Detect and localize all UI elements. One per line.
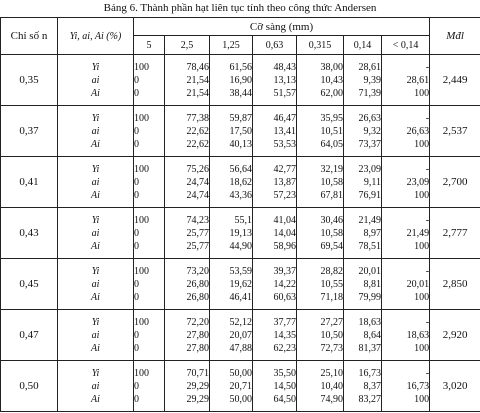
cell-value: 57,23: [273, 189, 296, 201]
cell-value: 0: [134, 278, 139, 290]
sieve-2-5-cell: [165, 208, 210, 259]
cell-value: 40,13: [229, 138, 252, 150]
row-label: ai: [91, 278, 100, 290]
sieve-0-315-cell: [297, 208, 344, 259]
sieve-1-25-cell: [210, 361, 253, 412]
cell-value: 38,44: [229, 87, 252, 99]
cell-value: 14,35: [273, 329, 296, 341]
cell-value: 53,59: [229, 265, 252, 277]
cell-value: 0: [134, 240, 139, 252]
row-label: Ai: [91, 342, 100, 354]
sieve-0-63-cell: [253, 106, 297, 157]
cell-value: 28,61: [358, 61, 381, 73]
cell-value: 10,50: [320, 329, 343, 341]
sieve-5-cell: [134, 55, 165, 106]
n-value: 0,43: [1, 208, 58, 259]
cell-value: 18,62: [229, 176, 252, 188]
cell-value: 21,49: [358, 214, 381, 226]
cell-value: 75,26: [186, 163, 209, 175]
sieve-0-14-header: 0,14: [344, 36, 382, 55]
cell-value: 23,09: [406, 176, 430, 188]
cell-value: 8,37: [363, 380, 381, 392]
row-label: Ai: [91, 189, 100, 201]
cell-value: 0: [134, 176, 139, 188]
cell-value: 77,38: [186, 112, 209, 124]
cell-value: 83,27: [358, 393, 381, 405]
cell-value: 44,90: [229, 240, 252, 252]
sieve-0-315-cell: [297, 259, 344, 310]
cell-value: 52,12: [229, 316, 252, 328]
row-labels: [58, 361, 134, 412]
row-label: Yi: [91, 265, 100, 277]
sieve-0-63-cell: [253, 208, 297, 259]
cell-value: 9,32: [363, 125, 381, 137]
sieve-5-cell: [134, 106, 165, 157]
cell-value: 13,87: [273, 176, 296, 188]
cell-value: 59,87: [229, 112, 252, 124]
cell-value: 25,10: [320, 367, 343, 379]
cell-value: 100: [414, 189, 430, 201]
cell-value: -: [425, 316, 430, 328]
cell-value: 42,77: [273, 163, 296, 175]
cell-value: 22,62: [186, 138, 209, 150]
cell-value: 64,50: [273, 393, 296, 405]
cell-value: 10,43: [320, 74, 343, 86]
cell-value: 0: [134, 329, 139, 341]
cell-value: 41,04: [273, 214, 296, 226]
row-labels: [58, 259, 134, 310]
cell-value: 10,58: [320, 176, 343, 188]
sieve-1-25-cell: [210, 157, 253, 208]
cell-value: 21,54: [186, 87, 209, 99]
cell-value: 72,20: [186, 316, 209, 328]
sieve-2-5-cell: [165, 259, 210, 310]
cell-value: 19,62: [229, 278, 252, 290]
cell-value: 100: [134, 316, 149, 328]
sieve-0-63-cell: [253, 157, 297, 208]
cell-value: 28,61: [406, 74, 430, 86]
cell-value: 28,82: [320, 265, 343, 277]
fineness-modulus-value: 2,537: [430, 106, 480, 157]
row-label: ai: [91, 227, 100, 239]
cell-value: 100: [134, 367, 149, 379]
cell-value: 29,29: [186, 380, 209, 392]
fineness-modulus-header: Mđl: [430, 18, 480, 55]
row-label: Ai: [91, 291, 100, 303]
fineness-modulus-value: 3,020: [430, 361, 480, 412]
row-labels: [58, 157, 134, 208]
cell-value: 26,63: [358, 112, 381, 124]
cell-value: 16,90: [229, 74, 252, 86]
n-value: 0,50: [1, 361, 58, 412]
cell-value: 13,41: [273, 125, 296, 137]
cell-value: 14,50: [273, 380, 296, 392]
cell-value: 16,73: [358, 367, 381, 379]
sieve-2-5-cell: [165, 157, 210, 208]
sieve-below-0-14-cell: [382, 157, 430, 208]
table-row: [1, 208, 480, 259]
cell-value: 100: [414, 138, 430, 150]
sieve-0-14-cell: [344, 310, 382, 361]
row-label: Yi: [91, 61, 100, 73]
cell-value: 70,71: [186, 367, 209, 379]
row-label: Yi: [91, 316, 100, 328]
cell-value: 14,04: [273, 227, 296, 239]
sieve-0-315-cell: [297, 310, 344, 361]
row-label: Yi: [91, 367, 100, 379]
table-row: [1, 157, 480, 208]
row-label: Ai: [91, 138, 100, 150]
cell-value: 48,43: [273, 61, 296, 73]
cell-value: 25,77: [186, 240, 209, 252]
row-labels: [58, 310, 134, 361]
cell-value: 51,57: [273, 87, 296, 99]
sieve-0-14-cell: [344, 106, 382, 157]
sieve-below-0-14-cell: [382, 208, 430, 259]
n-index-header: Chỉ số n: [1, 18, 58, 55]
cell-value: 32,19: [320, 163, 343, 175]
fineness-modulus-value: 2,777: [430, 208, 480, 259]
cell-value: 55,1: [234, 214, 252, 226]
cell-value: 71,39: [358, 87, 381, 99]
cell-value: 20,07: [229, 329, 252, 341]
cell-value: 78,51: [358, 240, 381, 252]
cell-value: 64,05: [320, 138, 343, 150]
n-value: 0,45: [1, 259, 58, 310]
cell-value: 8,97: [363, 227, 381, 239]
cell-value: 0: [134, 342, 139, 354]
cell-value: 24,74: [186, 189, 209, 201]
cell-value: 24,74: [186, 176, 209, 188]
cell-value: 100: [414, 291, 430, 303]
cell-value: 10,40: [320, 380, 343, 392]
cell-value: 0: [134, 189, 139, 201]
sieve-1-25-cell: [210, 208, 253, 259]
table-caption: Bảng 6. Thành phần hạt liên tục tính theo công thức Andersen: [103, 2, 377, 14]
cell-value: 0: [134, 125, 139, 137]
sieve-0-14-cell: [344, 361, 382, 412]
cell-value: -: [425, 61, 430, 73]
sieve-0-14-cell: [344, 55, 382, 106]
cell-value: 20,01: [406, 278, 430, 290]
cell-value: 35,50: [273, 367, 296, 379]
sieve-2-5-cell: [165, 106, 210, 157]
n-value: 0,47: [1, 310, 58, 361]
fineness-modulus-value: 2,700: [430, 157, 480, 208]
sieve-5-cell: [134, 259, 165, 310]
cell-value: 0: [134, 74, 139, 86]
cell-value: 43,36: [229, 189, 252, 201]
row-label: Ai: [91, 87, 100, 99]
sieve-below-0-14-cell: [382, 55, 430, 106]
cell-value: 62,23: [273, 342, 296, 354]
cell-value: 13,13: [273, 74, 296, 86]
sieve-1-25-cell: [210, 55, 253, 106]
cell-value: 25,77: [186, 227, 209, 239]
cell-value: 0: [134, 291, 139, 303]
cell-value: 22,62: [186, 125, 209, 137]
cell-value: 27,27: [320, 316, 343, 328]
sieve-below-0-14-cell: [382, 310, 430, 361]
particle-size-table: [0, 17, 480, 412]
sieve-size-header: Cỡ sàng (mm): [134, 18, 430, 36]
sieve-0-63-cell: [253, 55, 297, 106]
sieve-2-5-cell: [165, 55, 210, 106]
sieve-0-63-cell: [253, 310, 297, 361]
cell-value: -: [425, 163, 430, 175]
table-row: [1, 310, 480, 361]
sieve-0-63-cell: [253, 361, 297, 412]
cell-value: 74,90: [320, 393, 343, 405]
row-label: ai: [91, 380, 100, 392]
cell-value: 26,80: [186, 291, 209, 303]
cell-value: 37,77: [273, 316, 296, 328]
cell-value: 0: [134, 393, 139, 405]
sieve-0-63-header: 0,63: [253, 36, 297, 55]
cell-value: 27,80: [186, 342, 209, 354]
cell-value: 58,96: [273, 240, 296, 252]
row-labels: [58, 208, 134, 259]
cell-value: 56,64: [229, 163, 252, 175]
cell-value: 100: [134, 61, 149, 73]
cell-value: 16,73: [406, 380, 430, 392]
sieve-0-315-cell: [297, 106, 344, 157]
sieve-below-0-14-cell: [382, 361, 430, 412]
cell-value: 8,81: [363, 278, 381, 290]
n-value: 0,35: [1, 55, 58, 106]
cell-value: 0: [134, 227, 139, 239]
cell-value: 19,13: [229, 227, 252, 239]
cell-value: 62,00: [320, 87, 343, 99]
cell-value: -: [425, 265, 430, 277]
cell-value: 79,99: [358, 291, 381, 303]
cell-value: 23,09: [358, 163, 381, 175]
sieve-0-315-cell: [297, 157, 344, 208]
cell-value: 18,63: [358, 316, 381, 328]
sieve-0-315-cell: [297, 361, 344, 412]
row-label: Yi: [91, 214, 100, 226]
cell-value: 46,47: [273, 112, 296, 124]
cell-value: 29,29: [186, 393, 209, 405]
cell-value: 8,64: [363, 329, 381, 341]
cell-value: 67,81: [320, 189, 343, 201]
cell-value: 100: [134, 214, 149, 226]
cell-value: 73,37: [358, 138, 381, 150]
sieve-1-25-header: 1,25: [210, 36, 253, 55]
row-label: ai: [91, 176, 100, 188]
cell-value: 100: [134, 112, 149, 124]
cell-value: 71,18: [320, 291, 343, 303]
cell-value: 20,01: [358, 265, 381, 277]
sieve-5-cell: [134, 208, 165, 259]
row-label: Yi: [91, 112, 100, 124]
sieve-5-cell: [134, 361, 165, 412]
cell-value: 61,56: [229, 61, 252, 73]
cell-value: 74,23: [186, 214, 209, 226]
row-label: Ai: [91, 393, 100, 405]
table-row: [1, 259, 480, 310]
cell-value: 26,63: [406, 125, 430, 137]
row-labels: [58, 106, 134, 157]
cell-value: 0: [134, 380, 139, 392]
n-value: 0,37: [1, 106, 58, 157]
cell-value: 35,95: [320, 112, 343, 124]
cell-value: 50,00: [229, 393, 252, 405]
cell-value: 10,58: [320, 227, 343, 239]
cell-value: 100: [414, 393, 430, 405]
cell-value: 81,37: [358, 342, 381, 354]
sieve-0-14-cell: [344, 157, 382, 208]
sieve-0-63-cell: [253, 259, 297, 310]
cell-value: 0: [134, 138, 139, 150]
row-label: ai: [91, 125, 100, 137]
cell-value: 60,63: [273, 291, 296, 303]
sieve-below-0-14-cell: [382, 106, 430, 157]
row-label: Ai: [91, 240, 100, 252]
sieve-below-0-14-header: < 0,14: [382, 36, 430, 55]
percent-header: Yi, ai, Ai (%): [58, 18, 134, 55]
cell-value: 27,80: [186, 329, 209, 341]
cell-value: 38,00: [320, 61, 343, 73]
sieve-0-14-cell: [344, 259, 382, 310]
cell-value: 30,46: [320, 214, 343, 226]
cell-value: 46,41: [229, 291, 252, 303]
cell-value: 78,46: [186, 61, 209, 73]
cell-value: 69,54: [320, 240, 343, 252]
fineness-modulus-value: 2,850: [430, 259, 480, 310]
table-row: [1, 361, 480, 412]
cell-value: -: [425, 214, 430, 226]
cell-value: 10,55: [320, 278, 343, 290]
cell-value: 50,00: [229, 367, 252, 379]
cell-value: 17,50: [229, 125, 252, 137]
cell-value: 20,71: [229, 380, 252, 392]
cell-value: 0: [134, 87, 139, 99]
sieve-0-14-cell: [344, 208, 382, 259]
table-row: [1, 106, 480, 157]
sieve-2-5-header: 2,5: [165, 36, 210, 55]
row-label: ai: [91, 74, 100, 86]
cell-value: 100: [414, 342, 430, 354]
cell-value: 73,20: [186, 265, 209, 277]
sieve-1-25-cell: [210, 106, 253, 157]
cell-value: 100: [134, 163, 149, 175]
row-labels: [58, 55, 134, 106]
n-value: 0,41: [1, 157, 58, 208]
sieve-1-25-cell: [210, 259, 253, 310]
row-label: Yi: [91, 163, 100, 175]
cell-value: 21,54: [186, 74, 209, 86]
sieve-5-cell: [134, 310, 165, 361]
cell-value: 10,51: [320, 125, 343, 137]
cell-value: -: [425, 367, 430, 379]
cell-value: -: [425, 112, 430, 124]
sieve-2-5-cell: [165, 310, 210, 361]
cell-value: 100: [414, 87, 430, 99]
cell-value: 100: [134, 265, 149, 277]
cell-value: 9,11: [363, 176, 381, 188]
cell-value: 9,39: [363, 74, 381, 86]
cell-value: 39,37: [273, 265, 296, 277]
cell-value: 100: [414, 240, 430, 252]
cell-value: 72,73: [320, 342, 343, 354]
sieve-0-315-header: 0,315: [297, 36, 344, 55]
sieve-5-cell: [134, 157, 165, 208]
fineness-modulus-value: 2,920: [430, 310, 480, 361]
cell-value: 18,63: [406, 329, 430, 341]
cell-value: 26,80: [186, 278, 209, 290]
sieve-1-25-cell: [210, 310, 253, 361]
table-row: [1, 55, 480, 106]
sieve-below-0-14-cell: [382, 259, 430, 310]
cell-value: 53,53: [273, 138, 296, 150]
fineness-modulus-value: 2,449: [430, 55, 480, 106]
sieve-2-5-cell: [165, 361, 210, 412]
cell-value: 47,88: [229, 342, 252, 354]
cell-value: 21,49: [406, 227, 430, 239]
cell-value: 76,91: [358, 189, 381, 201]
sieve-5-header: 5: [134, 36, 165, 55]
cell-value: 14,22: [273, 278, 296, 290]
sieve-0-315-cell: [297, 55, 344, 106]
row-label: ai: [91, 329, 100, 341]
